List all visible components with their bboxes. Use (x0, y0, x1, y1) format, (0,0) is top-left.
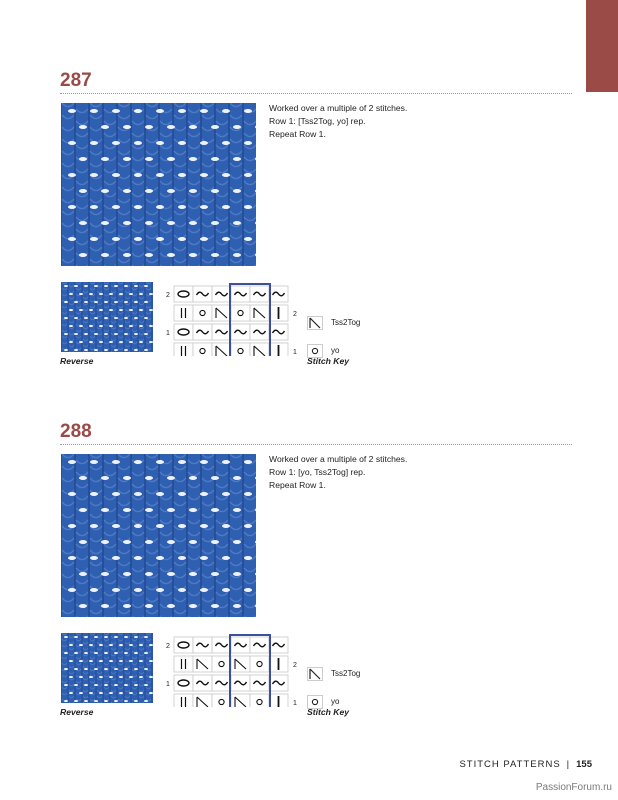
chart-cell-tilde (231, 324, 250, 340)
chart-cell-tss2tog (250, 305, 269, 321)
chart-cell-tss2tog (231, 656, 250, 672)
stitch-key-title: Stitch Key (307, 707, 350, 717)
key-label: yo (331, 346, 340, 355)
instruction-line: Repeat Row 1. (269, 480, 326, 490)
instruction-line: Worked over a multiple of 2 stitches. (269, 454, 408, 464)
chart-cell-tilde (193, 637, 212, 653)
chart-cell-yo (212, 694, 231, 707)
chart-cell-yo (212, 656, 231, 672)
instruction-line: Row 1: [Tss2Tog, yo] rep. (269, 116, 366, 126)
instruction-line: Worked over a multiple of 2 stitches. (269, 103, 408, 113)
key-label: Tss2Tog (331, 669, 361, 678)
chart-cell-oval (174, 675, 193, 691)
chart-row-label: 2 (293, 662, 297, 669)
instruction-line: Row 1: [yo, Tss2Tog] rep. (269, 467, 366, 477)
chart-cell-double-bar (174, 694, 193, 707)
chart-cell-tilde (250, 637, 269, 653)
pattern-instructions (269, 102, 559, 141)
chart-cell-tss2tog (231, 694, 250, 707)
chart-cell-tilde (231, 675, 250, 691)
chart-cell-yo (250, 694, 269, 707)
chart-cell-oval (174, 324, 193, 340)
watermark: PassionForum.ru (535, 782, 612, 793)
chart-cell-double-bar (174, 656, 193, 672)
chart-cell-tilde (231, 286, 250, 302)
chart-cell-yo (250, 656, 269, 672)
pattern-section-288 (60, 421, 572, 771)
chart-cell-tss2tog (212, 343, 231, 356)
reverse-label: Reverse (60, 356, 94, 366)
chart-cell-tilde (193, 286, 212, 302)
chart-cell-yo (193, 305, 212, 321)
swatch-photo (61, 103, 256, 266)
pattern-section-287 (60, 70, 572, 420)
chart-cell-tilde (250, 675, 269, 691)
stitch-chart (160, 280, 310, 356)
section-divider (60, 93, 572, 94)
chart-cell-yo (231, 343, 250, 356)
chart-cell-oval (174, 637, 193, 653)
footer-label: STITCH PATTERNS (459, 759, 561, 770)
chart-row-label: 2 (293, 311, 297, 318)
stitch-key-title: Stitch Key (307, 356, 350, 366)
stitch-chart (160, 631, 310, 707)
stitch-key (307, 304, 427, 364)
chart-cell-tilde (193, 324, 212, 340)
chart-cell-tss2tog (193, 694, 212, 707)
key-label: Tss2Tog (331, 318, 361, 327)
chart-row-label: 1 (293, 349, 297, 356)
chart-cell-tilde (269, 286, 288, 302)
key-item-tss2tog (307, 316, 361, 330)
instruction-line: Repeat Row 1. (269, 129, 326, 139)
chart-cell-tss2tog (193, 656, 212, 672)
chart-cell-bar (269, 305, 288, 321)
pattern-number: 288 (60, 421, 92, 442)
pattern-number: 287 (60, 70, 92, 91)
chart-cell-bar (269, 656, 288, 672)
chart-row-label: 1 (293, 700, 297, 707)
chart-cell-tilde (193, 675, 212, 691)
reverse-swatch-photo (61, 633, 153, 703)
key-item-tss2tog (307, 667, 361, 681)
chart-cell-tilde (269, 324, 288, 340)
chapter-tab (586, 0, 618, 92)
chart-row-label: 1 (166, 330, 170, 337)
reverse-label: Reverse (60, 707, 94, 717)
tss2tog-icon (307, 316, 323, 330)
chart-cell-yo (193, 343, 212, 356)
chart-cell-tilde (231, 637, 250, 653)
chart-cell-tilde (269, 637, 288, 653)
chart-cell-double-bar (174, 343, 193, 356)
chart-cell-bar (269, 694, 288, 707)
footer-separator: | (566, 759, 571, 770)
swatch-photo (61, 454, 256, 617)
chart-cell-oval (174, 286, 193, 302)
chart-cell-bar (269, 343, 288, 356)
chart-cell-tilde (212, 324, 231, 340)
tss2tog-icon (307, 667, 323, 681)
chart-cell-tss2tog (212, 305, 231, 321)
chart-cell-double-bar (174, 305, 193, 321)
section-divider (60, 444, 572, 445)
chart-cell-tilde (212, 286, 231, 302)
key-label: yo (331, 697, 340, 706)
pattern-instructions (269, 453, 559, 492)
chart-cell-tilde (269, 675, 288, 691)
reverse-swatch-photo (61, 282, 153, 352)
stitch-key (307, 655, 427, 715)
chart-cell-tilde (212, 637, 231, 653)
chart-row-label: 2 (166, 643, 170, 650)
chart-cell-tilde (212, 675, 231, 691)
chart-cell-tilde (250, 324, 269, 340)
page-number: 155 (576, 759, 592, 770)
chart-cell-yo (231, 305, 250, 321)
chart-row-label: 2 (166, 292, 170, 299)
chart-row-label: 1 (166, 681, 170, 688)
page-footer (459, 759, 592, 770)
chart-cell-tilde (250, 286, 269, 302)
chart-cell-tss2tog (250, 343, 269, 356)
